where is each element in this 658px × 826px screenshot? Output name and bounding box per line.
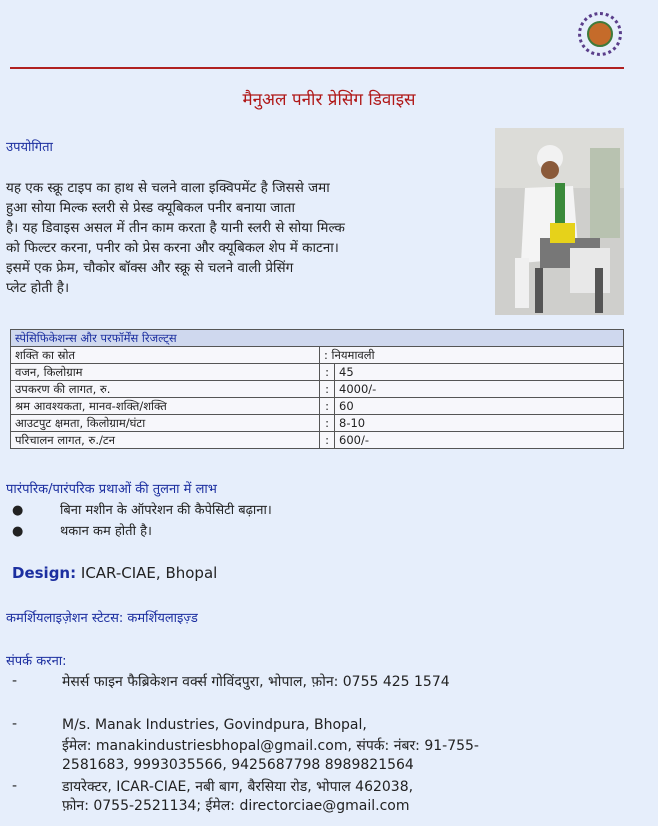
- spec-row: [11, 398, 624, 415]
- utility-line: इसमें एक फ्रेम, चौकोर बॉक्स और स्क्रू से चलने वाली प्रेसिंग: [6, 260, 294, 276]
- utility-line: है। यह डिवाइस असल में तीन काम करता है यानी स्लरी से सोया मिल्क: [6, 220, 345, 236]
- utility-line: हुआ सोया मिल्क स्लरी से प्रेस्ड क्यूबिकल पनीर बनाया जाता: [6, 200, 295, 216]
- contact-2-email: ईमेल: manakindustriesbhopal@gmail.com, संपर्क: नंबर: 91-755- 2581683, 9993035566, 9425687798 8989821564: [62, 738, 479, 773]
- spec-label: शक्ति का स्रोत: [11, 347, 320, 364]
- benefit-item: ● थकान कम होती है।: [12, 524, 152, 539]
- contact-1: मेसर्स फाइन फैब्रिकेशन वर्क्स गोविंदपुरा, भोपाल, फ़ोन: 0755 425 1574: [62, 674, 450, 690]
- utility-line: प्लेट होती है।: [6, 280, 70, 296]
- utility-paragraph: [6, 178, 476, 298]
- spec-value: 600/-: [335, 432, 624, 449]
- contact-2: M/s. Manak Industries, Govindpura, Bhopal,: [62, 717, 367, 733]
- bullet-icon: ●: [12, 503, 24, 518]
- contact-3: डायरेक्टर, ICAR-CIAE, नबी बाग, बैरसिया रोड, भोपाल 462038, फ़ोन: 0755-2521134; ईमेल: directorciae@gmail.com: [62, 779, 414, 814]
- spec-value: 4000/-: [335, 381, 624, 398]
- spec-row: [11, 347, 624, 364]
- spec-label: वजन, किलोग्राम: [11, 364, 320, 381]
- spec-sep: :: [320, 415, 335, 432]
- spec-value: : नियमावली: [320, 347, 624, 364]
- spec-row: [11, 432, 624, 449]
- contact-heading: संपर्क करना:: [6, 654, 67, 669]
- utility-line: को फिल्टर करना, पनीर को प्रेस करना और क्यूबिकल शेप में काटना।: [6, 240, 339, 256]
- contact-dash: -: [12, 778, 18, 794]
- spec-sep: :: [320, 398, 335, 415]
- spec-value: 8-10: [335, 415, 624, 432]
- device-photo: [495, 128, 624, 315]
- spec-header-row: [11, 330, 624, 347]
- spec-header: स्पेसिफिकेशन्स और परफॉर्मेंस रिजल्ट्स: [11, 330, 624, 347]
- bullet-icon: ●: [12, 524, 24, 539]
- contact-dash: -: [12, 716, 18, 732]
- benefits-heading: पारंपरिक/पारंपरिक प्रथाओं की तुलना में लाभ: [6, 482, 217, 497]
- spec-table: [10, 329, 624, 449]
- spec-sep: :: [320, 432, 335, 449]
- spec-label: आउटपुट क्षमता, किलोग्राम/घंटा: [11, 415, 320, 432]
- spec-value: 45: [335, 364, 624, 381]
- icar-logo: [578, 12, 622, 56]
- page-title: मैनुअल पनीर प्रेसिंग डिवाइस: [242, 90, 416, 110]
- spec-label: उपकरण की लागत, रु.: [11, 381, 320, 398]
- spec-value: 60: [335, 398, 624, 415]
- utility-line: यह एक स्क्रू टाइप का हाथ से चलने वाला इक्विपमेंट है जिससे जमा: [6, 180, 330, 196]
- spec-sep: :: [320, 381, 335, 398]
- spec-row: [11, 415, 624, 432]
- benefit-item: ● बिना मशीन के ऑपरेशन की कैपेसिटी बढ़ाना।: [12, 503, 272, 518]
- utility-heading: उपयोगिता: [6, 140, 53, 155]
- contact-dash: -: [12, 673, 18, 689]
- header-rule: [10, 67, 624, 69]
- spec-sep: :: [320, 364, 335, 381]
- spec-row: [11, 381, 624, 398]
- design-credit: Design: ICAR-CIAE, Bhopal: [12, 564, 218, 582]
- commercial-status: कमर्शियलाइज़ेशन स्टेटस: कमर्शियलाइज़्ड: [6, 611, 198, 626]
- spec-row: [11, 364, 624, 381]
- spec-label: परिचालन लागत, रु./टन: [11, 432, 320, 449]
- spec-label: श्रम आवश्यकता, मानव-शक्ति/शक्ति: [11, 398, 320, 415]
